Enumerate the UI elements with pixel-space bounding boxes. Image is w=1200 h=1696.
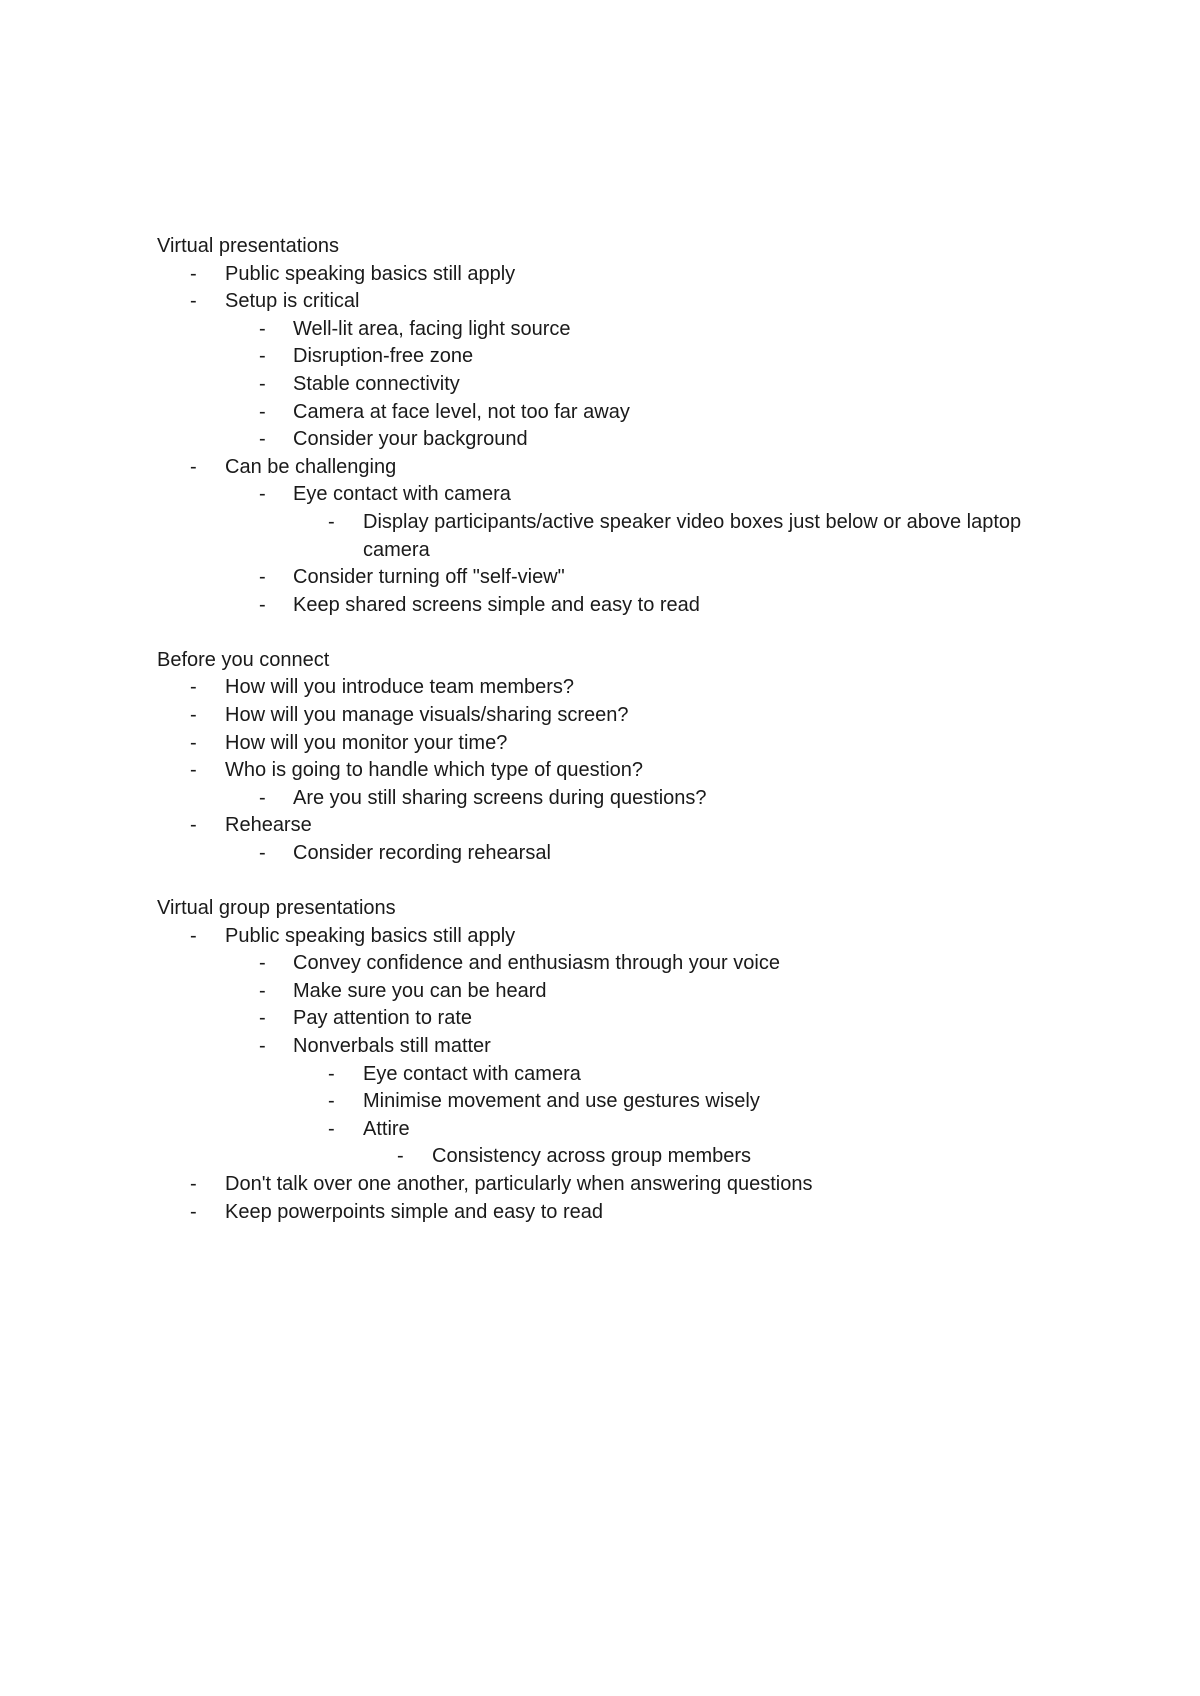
list-item-text: Make sure you can be heard — [293, 979, 547, 1002]
dash-bullet: - — [259, 566, 266, 589]
list-item-text: Pay attention to rate — [293, 1007, 473, 1030]
section-heading: Before you connect — [157, 648, 330, 671]
list-item — [157, 1033, 1037, 1061]
dash-bullet: - — [190, 731, 197, 754]
dash-bullet: - — [259, 841, 266, 864]
outline-section — [157, 895, 1037, 1226]
list-item-text: Convey confidence and enthusiasm through your voice — [293, 952, 780, 975]
list-item-text: Consider your background — [293, 428, 528, 451]
list-item — [157, 702, 1037, 730]
list-item-text: Who is going to handle which type of question? — [225, 759, 644, 782]
list-item-text: Are you still sharing screens during questions? — [293, 786, 707, 809]
list-item — [157, 288, 1037, 316]
dash-bullet: - — [259, 317, 266, 340]
list-item — [157, 978, 1037, 1006]
list-item — [157, 1143, 1037, 1171]
dash-bullet: - — [397, 1145, 404, 1168]
dash-bullet: - — [190, 704, 197, 726]
list-item — [157, 1088, 1037, 1116]
list-item-text: How will you manage visuals/sharing screen? — [225, 704, 629, 726]
dash-bullet: - — [328, 510, 335, 533]
dash-bullet: - — [190, 759, 197, 782]
list-item-text: Rehearse — [225, 814, 312, 837]
list-item-text: Eye contact with camera — [363, 1062, 581, 1085]
list-item — [157, 371, 1037, 399]
list-item — [157, 730, 1037, 758]
list-item — [157, 840, 1037, 868]
dash-bullet: - — [190, 455, 197, 478]
section-heading: Virtual presentations — [157, 235, 339, 257]
list-item — [157, 785, 1037, 813]
list-item — [157, 564, 1037, 592]
list-item — [157, 757, 1037, 785]
list-item-text: Public speaking basics still apply — [225, 262, 516, 285]
list-item — [157, 1061, 1037, 1089]
dash-bullet: - — [190, 814, 197, 837]
list-item-text: Minimise movement and use gestures wisely — [363, 1090, 760, 1113]
outline-section — [157, 233, 1037, 619]
list-item-text: How will you monitor your time? — [225, 731, 508, 754]
bullet-list — [157, 923, 1037, 1227]
list-item — [157, 1005, 1037, 1033]
list-item-text: Attire — [363, 1117, 410, 1140]
list-item-text: Nonverbals still matter — [293, 1035, 491, 1058]
dash-bullet: - — [190, 290, 197, 313]
dash-bullet: - — [190, 924, 197, 947]
list-item — [157, 1116, 1037, 1144]
dash-bullet: - — [259, 1007, 266, 1030]
dash-bullet: - — [259, 372, 266, 395]
list-item-text: Don't talk over one another, particularly when answering questions — [225, 1173, 813, 1195]
dash-bullet: - — [190, 1173, 197, 1195]
list-item — [157, 674, 1037, 702]
list-item — [157, 399, 1037, 427]
list-item — [157, 481, 1037, 509]
dash-bullet: - — [259, 952, 266, 975]
dash-bullet: - — [328, 1117, 335, 1140]
dash-bullet: - — [259, 345, 266, 368]
dash-bullet: - — [190, 262, 197, 285]
list-item — [157, 261, 1037, 289]
dash-bullet: - — [328, 1090, 335, 1113]
list-item-text: Disruption-free zone — [293, 345, 474, 368]
dash-bullet: - — [259, 979, 266, 1002]
list-item — [157, 343, 1037, 371]
list-item — [157, 1199, 1037, 1227]
bullet-list — [157, 674, 1037, 867]
list-item — [157, 509, 1037, 564]
document-body — [157, 233, 1037, 1226]
list-item-text: Camera at face level, not too far away — [293, 400, 630, 423]
list-item-text: Keep powerpoints simple and easy to read — [225, 1200, 604, 1223]
list-item-text: Public speaking basics still apply — [225, 924, 516, 947]
dash-bullet: - — [328, 1062, 335, 1085]
list-item-text: Well-lit area, facing light source — [293, 317, 571, 340]
list-item — [157, 950, 1037, 978]
list-item — [157, 316, 1037, 344]
list-item — [157, 1171, 1037, 1199]
list-item-text: How will you introduce team members? — [225, 676, 575, 699]
outline-section — [157, 647, 1037, 868]
list-item-text: Consider recording rehearsal — [293, 841, 551, 864]
list-item-text: Can be challenging — [225, 455, 397, 478]
dash-bullet: - — [190, 676, 197, 699]
dash-bullet: - — [259, 428, 266, 451]
dash-bullet: - — [259, 483, 266, 506]
list-item-text: Keep shared screens simple and easy to read — [293, 593, 700, 616]
list-item-text: Consider turning off "self-view" — [293, 566, 565, 589]
dash-bullet: - — [259, 786, 266, 809]
list-item-text: Display participants/active speaker video boxes just below or above laptop camera — [363, 510, 1022, 561]
list-item — [157, 812, 1037, 840]
dash-bullet: - — [190, 1200, 197, 1223]
bullet-list — [157, 261, 1037, 620]
dash-bullet: - — [259, 1035, 266, 1058]
list-item — [157, 923, 1037, 951]
list-item — [157, 426, 1037, 454]
dash-bullet: - — [259, 400, 266, 423]
list-item-text: Stable connectivity — [293, 372, 460, 395]
list-item-text: Consistency across group members — [432, 1145, 752, 1168]
dash-bullet: - — [259, 593, 266, 616]
section-heading: Virtual group presentations — [157, 897, 396, 920]
list-item-text: Eye contact with camera — [293, 483, 511, 506]
list-item — [157, 454, 1037, 482]
list-item — [157, 592, 1037, 620]
list-item-text: Setup is critical — [225, 290, 360, 313]
